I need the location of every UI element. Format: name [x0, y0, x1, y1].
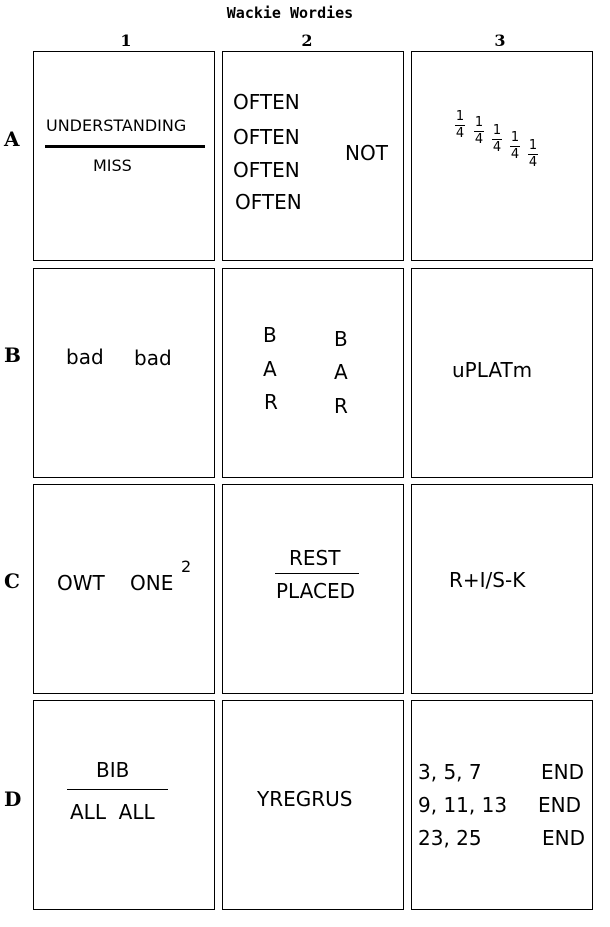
column-header-1: 1 — [120, 31, 132, 50]
cell-b2-left-letter-3: R — [264, 390, 278, 414]
puzzle-cell-b3 — [411, 268, 593, 478]
cell-a1-bottom: MISS — [93, 156, 132, 175]
cell-c1-word-1: OWT — [57, 571, 105, 595]
cell-b2-left-letter-1: B — [263, 323, 277, 347]
cell-d3-line-1-end: END — [541, 760, 584, 784]
puzzle-cell-a1 — [33, 51, 215, 261]
puzzle-cell-a2 — [222, 51, 404, 261]
quarter-fraction-3: 1 4 — [492, 123, 502, 155]
cell-b2-right-letter-1: B — [334, 327, 348, 351]
puzzle-cell-a3 — [411, 51, 593, 261]
puzzle-cell-c2 — [222, 484, 404, 694]
puzzle-cell-c1 — [33, 484, 215, 694]
cell-b2-right-letter-3: R — [334, 394, 348, 418]
puzzle-cell-d3 — [411, 700, 593, 910]
quarter-fraction-1: 1 4 — [455, 109, 465, 141]
cell-b1-word-1: bad — [66, 345, 104, 369]
cell-c1-word-2: ONE — [130, 571, 174, 595]
column-header-2: 2 — [301, 31, 313, 50]
quarter-fraction-2: 1 4 — [474, 115, 484, 147]
cell-a2-often-2: OFTEN — [233, 125, 300, 149]
cell-d3-line-1-numbers: 3, 5, 7 — [418, 760, 482, 784]
puzzle-cell-b1 — [33, 268, 215, 478]
row-header-a: A — [4, 127, 20, 151]
row-header-d: D — [4, 787, 22, 811]
cell-b3-text: uPLATm — [452, 358, 533, 382]
cell-d1-bottom: ALL ALL — [70, 800, 155, 824]
cell-a2-often-1: OFTEN — [233, 90, 300, 114]
row-header-c: C — [4, 569, 20, 593]
cell-d1-top: BIB — [96, 758, 130, 782]
puzzle-cell-c3 — [411, 484, 593, 694]
cell-c2-bottom: PLACED — [276, 579, 355, 603]
cell-d3-line-3-numbers: 23, 25 — [418, 826, 482, 850]
cell-c2-fraction-bar — [275, 573, 359, 574]
cell-c1-exponent: 2 — [181, 557, 192, 576]
puzzle-cell-d1 — [33, 700, 215, 910]
cell-a2-often-4: OFTEN — [235, 190, 302, 214]
puzzle-cell-b2 — [222, 268, 404, 478]
puzzle-title: Wackie Wordies — [226, 4, 354, 22]
cell-d3-line-3-end: END — [542, 826, 585, 850]
cell-d3-line-2-end: END — [538, 793, 581, 817]
cell-c2-top: REST — [289, 546, 341, 570]
cell-c3-text: R+I/S-K — [449, 568, 526, 592]
row-header-b: B — [4, 343, 21, 367]
cell-b2-right-letter-2: A — [334, 360, 348, 384]
cell-a2-not: NOT — [345, 141, 388, 165]
cell-b1-word-2: bad — [134, 346, 172, 370]
cell-d2-text: YREGRUS — [257, 787, 353, 811]
cell-a1-fraction-bar — [45, 145, 205, 148]
puzzle-cell-d2 — [222, 700, 404, 910]
cell-d1-fraction-bar — [67, 789, 168, 790]
column-header-3: 3 — [494, 31, 506, 50]
quarter-fraction-5: 1 4 — [528, 138, 538, 170]
quarter-fraction-4: 1 4 — [510, 130, 520, 162]
cell-a1-top: UNDERSTANDING — [46, 116, 187, 135]
cell-b2-left-letter-2: A — [263, 357, 277, 381]
cell-a2-often-3: OFTEN — [233, 158, 300, 182]
cell-d3-line-2-numbers: 9, 11, 13 — [418, 793, 508, 817]
